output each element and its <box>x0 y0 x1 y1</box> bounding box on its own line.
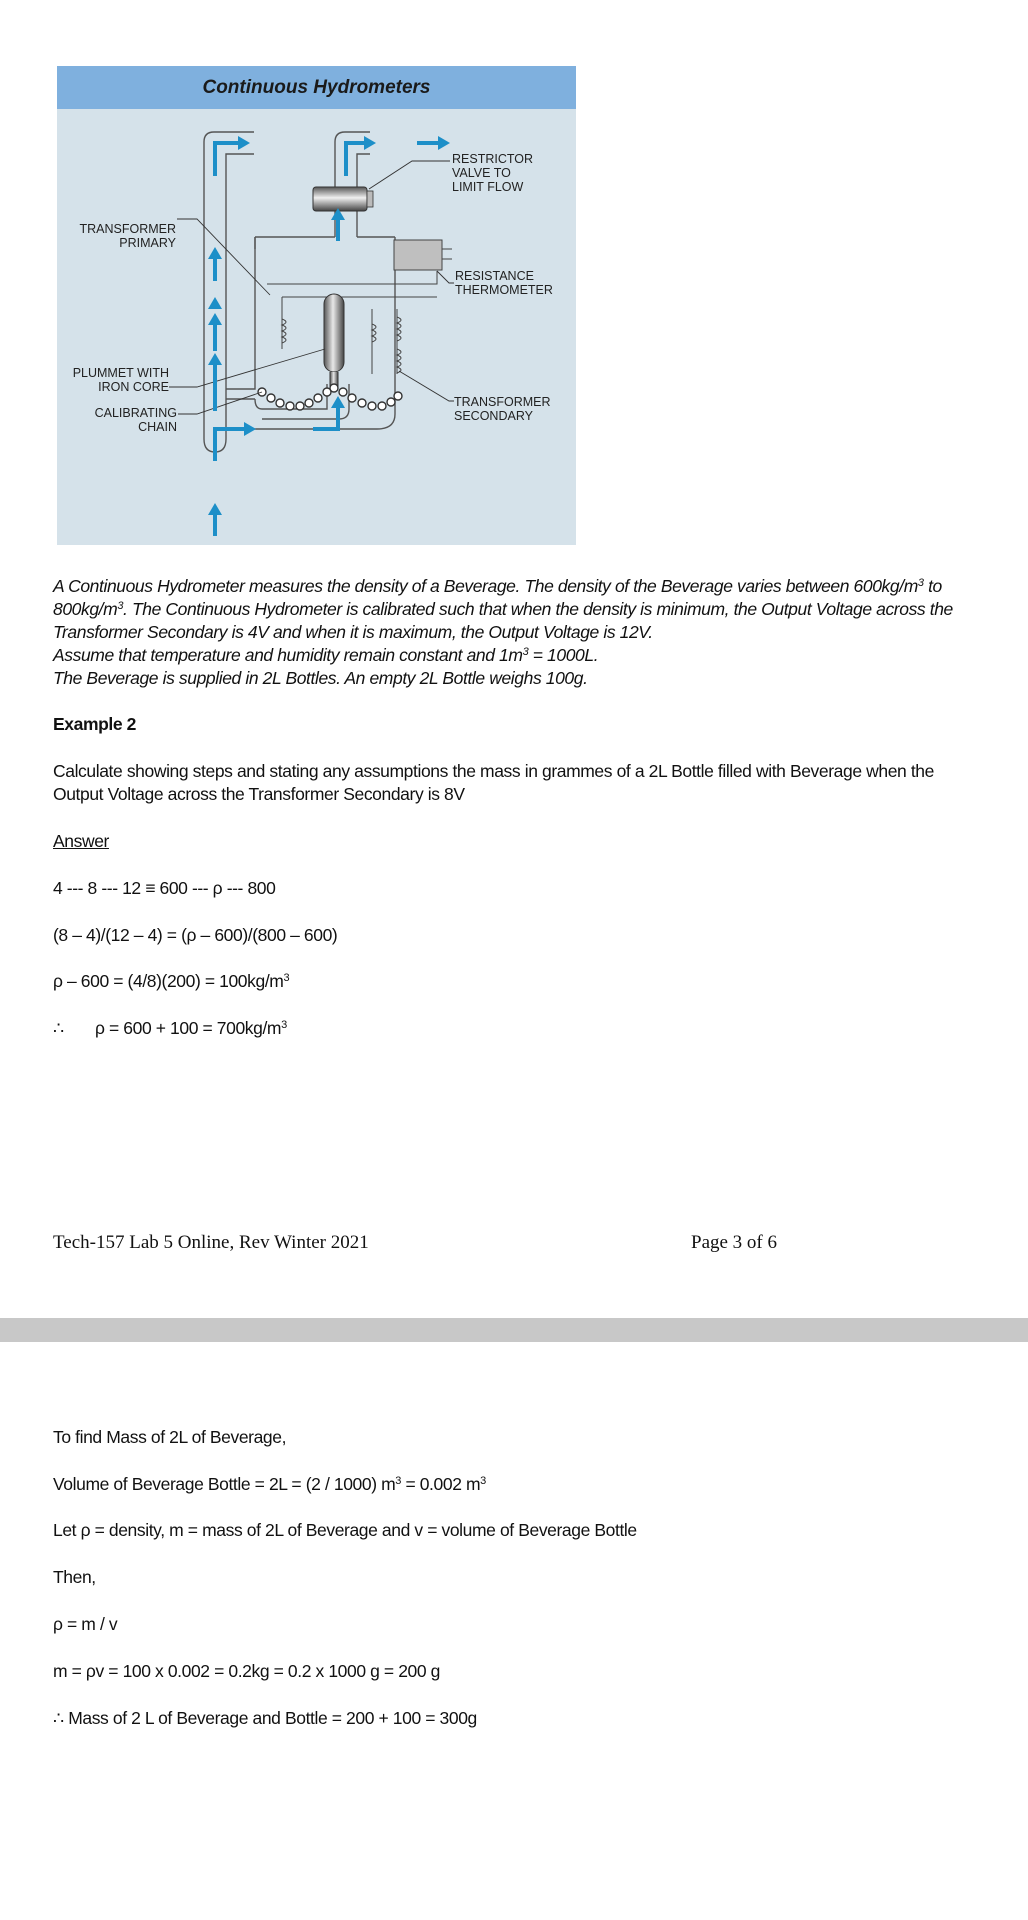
question-line-2: Output Voltage across the Transformer Secondary is 8V <box>53 784 465 804</box>
label-restrictor: RESTRICTOR VALVE TO LIMIT FLOW <box>452 152 534 194</box>
example-heading: Example 2 <box>53 714 136 734</box>
p2-line-3: Let ρ = density, m = mass of 2L of Beverage and v = volume of Beverage Bottle <box>53 1520 637 1540</box>
label-resistance-thermometer: RESISTANCE THERMOMETER <box>455 269 553 297</box>
step-1: 4 --- 8 --- 12 ≡ 600 --- ρ --- 800 <box>53 878 276 898</box>
p2-line-6: m = ρv = 100 x 0.002 = 0.2kg = 0.2 x 1000 g = 200 g <box>53 1661 440 1681</box>
step-3: $\rho - 600 = (4/8)(200) = 100kg/m^3$ <box>53 971 290 991</box>
calibrating-chain <box>258 384 402 410</box>
step-2: (8 – 4)/(12 – 4) = (ρ – 600)/(800 – 600) <box>53 925 338 945</box>
intro-line-2: $800kg/m^3$. The Continuous Hydrometer is calibrated such that when the density is minimum, the Output Voltage across the <box>53 599 953 619</box>
hydrometer-figure <box>57 66 576 545</box>
page-4 <box>0 1342 1028 1920</box>
therefore-symbol: ∴ <box>53 1018 64 1038</box>
footer-left: Tech-157 Lab 5 Online, Rev Winter 2021 <box>53 1232 369 1253</box>
intro-line-5: The Beverage is supplied in 2L Bottles. An empty 2L Bottle weighs 100g. <box>53 668 588 688</box>
figure-title: Continuous Hydrometers <box>202 77 431 98</box>
answer-label: Answer <box>53 831 109 851</box>
p2-line-5: ρ = m / v <box>53 1614 118 1634</box>
intro-line-1: A Continuous Hydrometer measures the density of a Beverage. The density of the Beverage varies between $600kg/m^3$ to <box>53 576 942 596</box>
label-transformer-primary: TRANSFORMER PRIMARY <box>79 222 176 250</box>
p2-line-4: Then, <box>53 1567 96 1587</box>
p2-line-1: To find Mass of 2L of Beverage, <box>53 1427 287 1447</box>
leader-lines <box>169 161 454 414</box>
thermometer-box <box>394 240 442 270</box>
label-transformer-secondary: TRANSFORMER SECONDARY <box>454 395 551 423</box>
footer-page-number: Page 3 of 6 <box>691 1232 778 1253</box>
restrictor-valve <box>313 187 367 211</box>
p2-line-7: ∴ Mass of 2 L of Beverage and Bottle = 200 + 100 = 300g <box>53 1708 477 1728</box>
intro-line-4: Assume that temperature and humidity remain constant and $1m^3 = 1000L$. <box>53 645 599 665</box>
intro-line-3: Transformer Secondary is 4V and when it is maximum, the Output Voltage is 12V. <box>53 622 653 642</box>
label-calibrating-chain: CALIBRATING CHAIN <box>94 406 177 434</box>
page-separator <box>0 1318 1028 1342</box>
plummet <box>324 294 344 372</box>
question-line-1: Calculate showing steps and stating any assumptions the mass in grammes of a 2L Bottle filled with Beverage when the <box>53 761 934 781</box>
step-4: ∴ $\rho = 600 + 100 = 700kg/m^3$ <box>53 1018 287 1038</box>
label-plummet: PLUMMET WITH IRON CORE <box>72 366 169 394</box>
p2-line-2: Volume of Beverage Bottle = 2L = (2 / 1000) $m^3 = 0.002$ $m^3$ <box>53 1474 486 1494</box>
